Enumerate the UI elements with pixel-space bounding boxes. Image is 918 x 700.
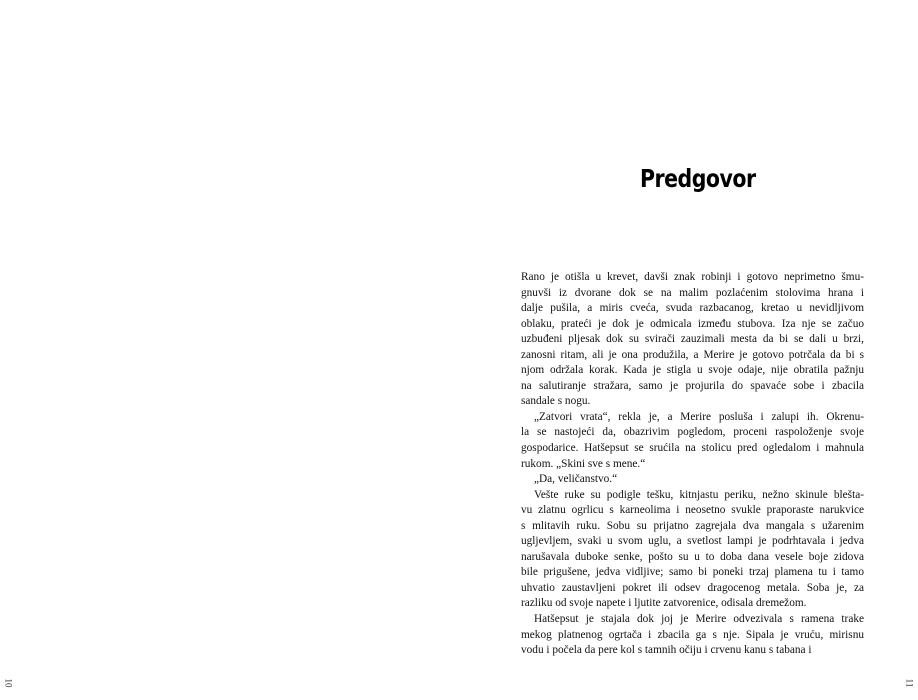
paragraph (521, 612, 864, 659)
text-line: sandale s nogu. (521, 395, 591, 408)
text-line: gospodarice. Hatšepsut se srućila na stolicu pred ogledalom i mahnula (521, 442, 864, 455)
paragraph (521, 410, 864, 472)
page-number-right: 11 (904, 678, 915, 688)
chapter-title: Predgovor (640, 164, 756, 193)
text-line: mekog platnenog ogrtača i zbacila ga s nje. Sipala je vruću, mirisnu (521, 628, 864, 641)
text-line: razliku od svoje napete i ljutite zatvorenice, odisala dremežom. (521, 597, 807, 610)
text-line: „Zatvori vrata“, rekla je, a Merire posluša i zalupi ih. Okrenu- (534, 410, 864, 423)
text-line: gnuvši iz dvorane dok se na malim pozlaćenim stolovima hrana i (521, 286, 864, 299)
text-line: uhvatio zaustavljeni pokret ili odsev dragocenog metala. Soba je, za (521, 581, 864, 594)
text-line: na salutiranje stražara, samo je projurila do spavaće sobe i zbacila (521, 379, 864, 392)
text-line: njom održala korak. Kada je stigla u svoje odaje, nije obratila pažnju (521, 364, 864, 377)
text-line: s mlitavih ruku. Sobu su prijatno zagrejala dva mangala s užarenim (521, 519, 864, 532)
chapter-body-text (521, 270, 864, 659)
text-line: oblaku, prateći je dok je odmicala između stubova. Iza nje se začuo (521, 317, 864, 330)
text-line: rukom. „Skini sve s mene.“ (521, 457, 646, 470)
text-line: ugljevljem, svaki u svom uglu, a svetlost lampi je podrhtavala i jedva (521, 535, 864, 548)
paragraph (521, 472, 864, 488)
text-line: dalje pušila, a miris cveća, svuda razbacanog, kretao u nevidljivom (521, 302, 864, 315)
text-line: Rano je otišla u krevet, davši znak robinji i gotovo neprimetno šmu- (521, 271, 864, 283)
text-line: „Da, veličanstvo.“ (534, 473, 618, 486)
text-line: bile prigušene, jedva vidljive; samo bi poneki trzaj plamena tu i tamo (521, 566, 864, 579)
text-line: Hatšepsut je stajala dok joj je Merire odvezivala s ramena trake (534, 613, 864, 626)
text-line: Vešte ruke su podigle tešku, kitnjastu periku, nežno skinule blešta- (534, 488, 864, 501)
text-line: la se nastojeći da, obazrivim pogledom, proceni raspoloženje svoje (521, 426, 864, 439)
paragraph (521, 270, 864, 410)
text-line: narušavala duboke senke, pošto su u to doba dana vesele boje zidova (521, 550, 864, 563)
text-line: vodu i počela da pere kol s tamnih očiju i crvenu kanu s tabana i (521, 644, 812, 657)
text-line: zanosni ritam, ali je ona produžila, a Merire je gotovo potrčala da bi s (521, 348, 864, 361)
text-line: vu zlatnu ogrlicu s karneolima i neosetno svukle praporaste narukvice (521, 504, 864, 517)
page-number-left: 10 (3, 678, 14, 688)
paragraph (521, 488, 864, 612)
text-line: uzbuđeni pljesak dok su svirači zauzimali mesta da bi se dali u brzi, (521, 333, 864, 346)
